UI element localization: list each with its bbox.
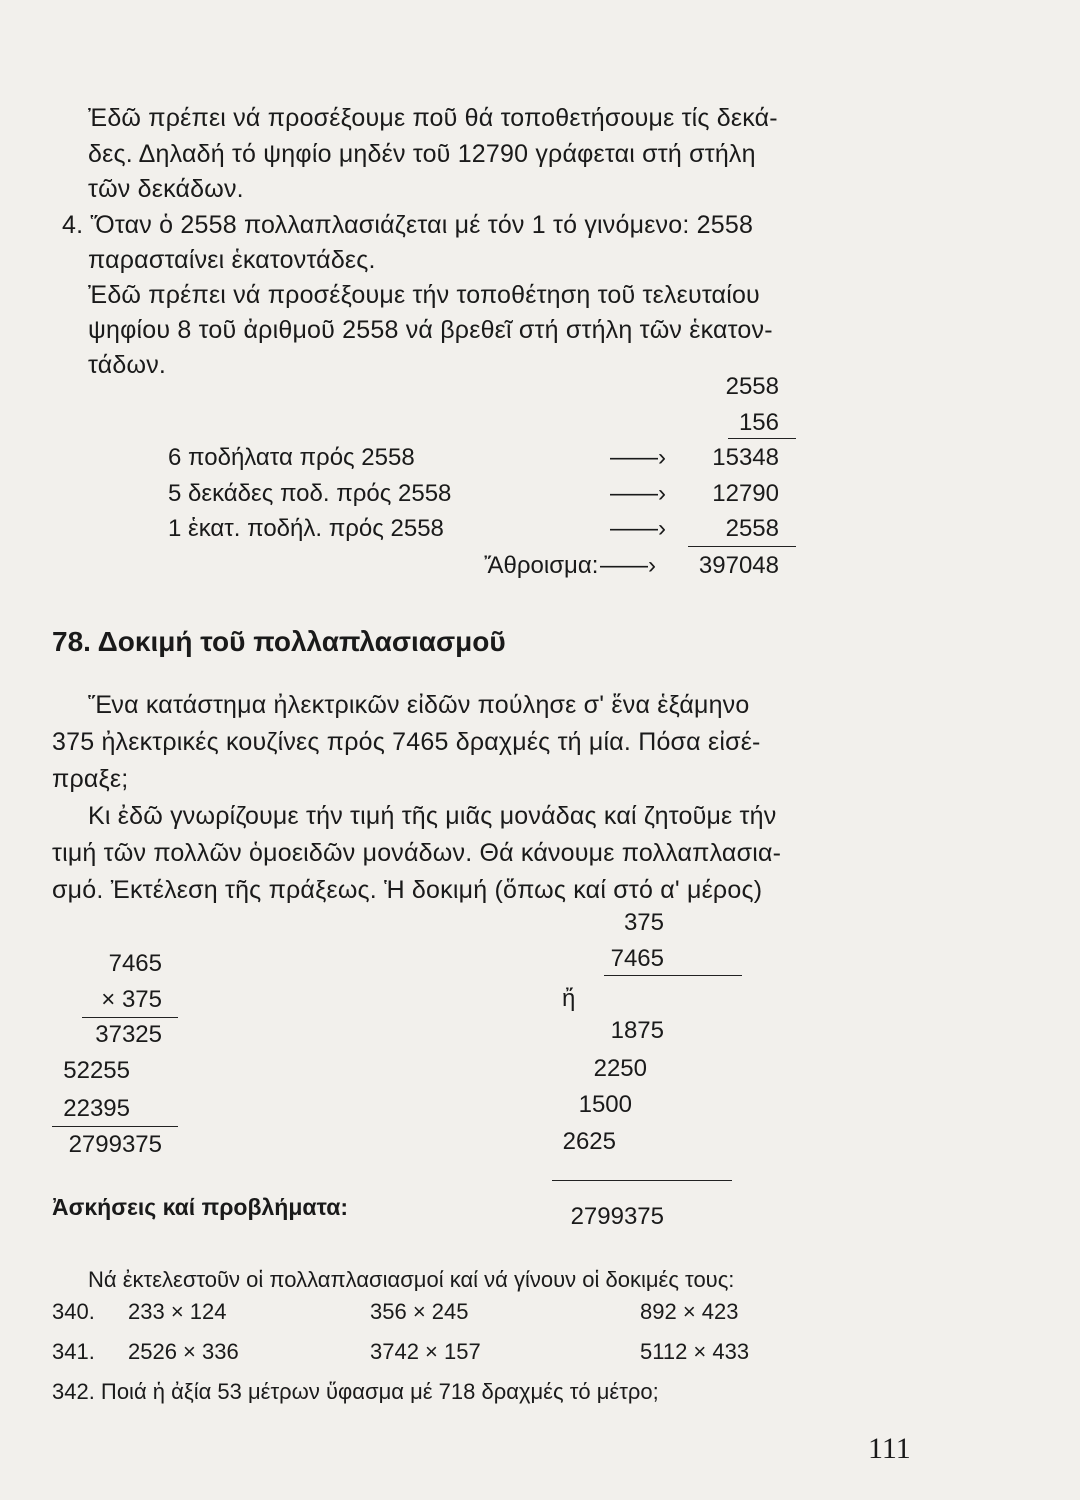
exercises-heading: Ἀσκήσεις καί προβλήματα:: [52, 1194, 348, 1220]
calc2-left-multiplicand: 7465: [108, 950, 162, 977]
calc1-row-label: 1 ἑκατ. ποδήλ. πρός 2558: [168, 515, 444, 542]
calc1-row-label: 5 δεκάδες ποδ. πρός 2558: [168, 480, 452, 507]
calc2-right-partial: 1500: [578, 1091, 632, 1118]
calc2-left-partial: 52255: [63, 1057, 130, 1084]
calc2-right-multiplicand: 375: [623, 909, 664, 936]
paragraph-line: δες. Δηλαδή τό ψηφίο μηδέν τοῦ 12790 γράφεται στή στήλη: [88, 140, 756, 168]
calc1-rule: [728, 438, 796, 439]
calc2-right-multiplier: 7465: [610, 945, 664, 972]
calc1-sum-value: 397048: [698, 552, 779, 579]
arrow-icon: ——›: [610, 444, 666, 471]
paragraph-line: ψηφίου 8 τοῦ ἀριθμοῦ 2558 νά βρεθεῖ στή στήλη τῶν ἑκατον-: [88, 316, 773, 344]
exercise-item: 3742 × 157: [370, 1339, 481, 1364]
calc2-left-rule: [52, 1126, 178, 1127]
calc2-right-partial: 2625: [562, 1128, 616, 1155]
calc1-row-value: 12790: [712, 480, 779, 507]
item-4-line: παρασταίνει ἑκατοντάδες.: [88, 246, 376, 274]
arrow-icon: ——›: [600, 552, 656, 579]
exercise-item: 892 × 423: [640, 1299, 739, 1324]
explanation-line: Κι ἐδῶ γνωρίζουμε τήν τιμή τῆς μιᾶς μονάδας καί ζητοῦμε τήν: [88, 802, 777, 830]
calc2-right-partial: 1875: [610, 1017, 664, 1044]
calc1-multiplier: 156: [738, 409, 779, 436]
calc2-right-rule: [552, 1180, 732, 1181]
calc1-rule: [688, 546, 796, 547]
calc1-row-label: 6 ποδήλατα πρός 2558: [168, 444, 415, 471]
calc2-left-rule: [82, 1017, 178, 1018]
exercise-item: 356 × 245: [370, 1299, 469, 1324]
calc2-left-partial: 22395: [63, 1095, 130, 1122]
paragraph-line: Ἐδῶ πρέπει νά προσέξουμε τήν τοποθέτηση τοῦ τελευταίου: [88, 281, 760, 309]
calc2-right-rule: [604, 975, 742, 976]
exercise-item: 233 × 124: [128, 1299, 227, 1324]
calc1-sum-label: Ἄθροισμα:: [484, 552, 599, 579]
arrow-icon: ——›: [610, 480, 666, 507]
calc1-row-value: 2558: [725, 515, 779, 542]
explanation-line: τιμή τῶν πολλῶν ὁμοειδῶν μονάδων. Θά κάνουμε πολλαπλασια-: [52, 839, 782, 867]
arrow-icon: ——›: [610, 515, 666, 542]
paragraph-line: τάδων.: [88, 351, 167, 379]
calc2-left-partial: 37325: [95, 1021, 162, 1048]
calc2-left-multiplier: × 375: [101, 986, 162, 1013]
paragraph-line: τῶν δεκάδων.: [88, 175, 244, 203]
calc2-right-partial: 2250: [593, 1055, 647, 1082]
exercise-problem: 342. Ποιά ἡ ἀξία 53 μέτρων ὕφασμα μέ 718 δραχμές τό μέτρο;: [52, 1379, 659, 1404]
page-number: 111: [868, 1432, 911, 1465]
calc1-row-value: 15348: [712, 444, 779, 471]
section-title: 78. Δοκιμή τοῦ πολλαπλασιασμοῦ: [52, 626, 506, 657]
calc1-multiplicand: 2558: [725, 373, 779, 400]
or-word: ἤ: [562, 985, 576, 1012]
calc2-left-result: 2799375: [68, 1131, 162, 1158]
problem-line: 375 ἠλεκτρικές κουζίνες πρός 7465 δραχμές τή μία. Πόσα εἰσέ-: [52, 728, 761, 756]
paragraph-line: Ἐδῶ πρέπει νά προσέξουμε ποῦ θά τοποθετήσουμε τίς δεκά-: [88, 104, 778, 132]
problem-line: Ἕνα κατάστημα ἠλεκτρικῶν εἰδῶν πούλησε σ' ἕνα ἑξάμηνο: [88, 691, 750, 719]
exercise-item: 5112 × 433: [640, 1339, 750, 1364]
exercise-item: 2526 × 336: [128, 1339, 239, 1364]
exercise-number: 340.: [52, 1299, 95, 1324]
exercise-number: 341.: [52, 1339, 95, 1364]
calc2-right-result: 2799375: [570, 1203, 664, 1230]
exercises-instruction: Νά ἐκτελεστοῦν οἱ πολλαπλασιασμοί καί νά γίνουν οἱ δοκιμές τους:: [88, 1267, 735, 1292]
explanation-line: σμό. Ἐκτέλεση τῆς πράξεως. Ἡ δοκιμή (ὅπως καί στό α' μέρος): [52, 876, 763, 904]
item-4-line: 4. Ὅταν ὁ 2558 πολλαπλασιάζεται μέ τόν 1 τό γινόμενο: 2558: [62, 211, 754, 239]
problem-line: πραξε;: [52, 765, 129, 793]
